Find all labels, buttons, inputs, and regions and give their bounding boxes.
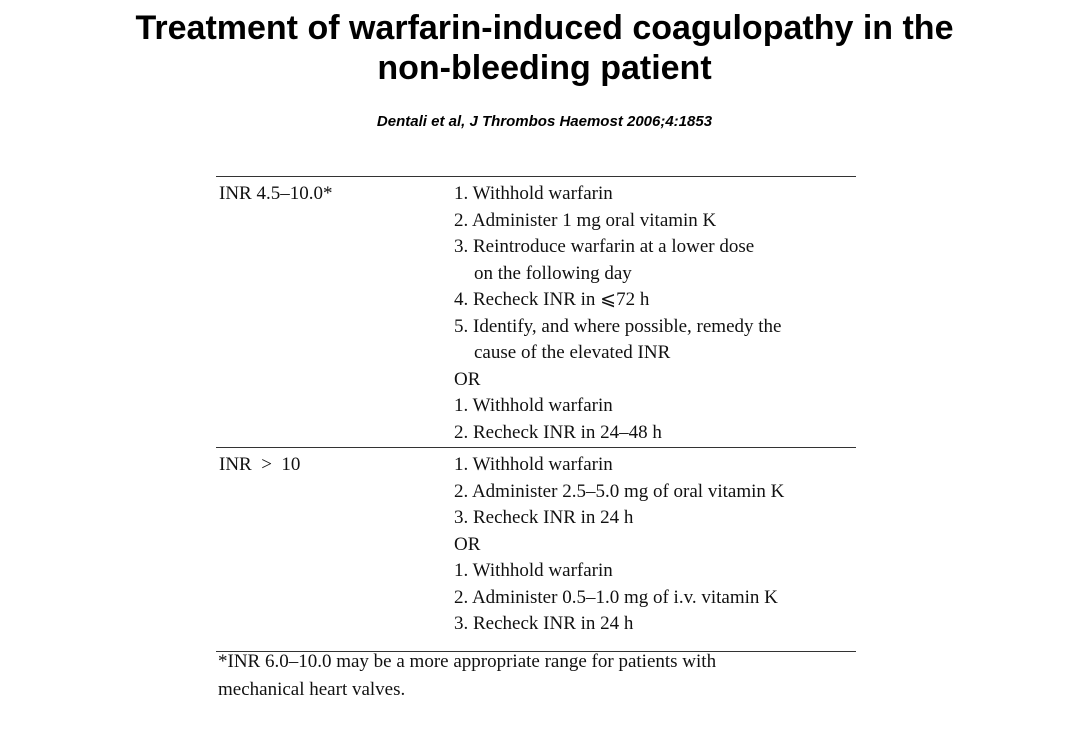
treatment-step: 1. Withhold warfarin (454, 454, 613, 475)
footnote-line-2: mechanical heart valves. (218, 679, 406, 700)
treatment-step: 2. Administer 0.5–1.0 mg of i.v. vitamin K (454, 586, 778, 608)
treatment-step: on the following day (474, 262, 632, 284)
treatment-step: 1. Withhold warfarin (454, 395, 613, 416)
treatment-step: 1. Withhold warfarin (454, 183, 613, 204)
footnote-line-1: *INR 6.0–10.0 may be a more appropriate range for patients with (218, 651, 717, 672)
treatment-steps-cell (454, 448, 856, 639)
treatment-step: OR (454, 533, 481, 555)
treatment-step: cause of the elevated INR (474, 342, 671, 363)
table-row (216, 448, 856, 639)
treatment-steps-cell (454, 177, 856, 447)
treatment-step: 4. Recheck INR in ⩽72 h (454, 289, 650, 310)
treatment-table (216, 176, 856, 652)
table-footnote (218, 648, 858, 704)
treatment-step: 3. Recheck INR in 24 h (454, 613, 634, 634)
table-body (216, 177, 856, 639)
treatment-step: OR (454, 368, 481, 390)
title-line-2: non-bleeding patient (377, 49, 712, 87)
treatment-step: 2. Recheck INR in 24–48 h (454, 421, 662, 443)
treatment-step: 3. Recheck INR in 24 h (454, 507, 634, 528)
treatment-step: 3. Reintroduce warfarin at a lower dose (454, 236, 755, 257)
inr-range-cell: INR > 10 (219, 454, 301, 475)
citation: Dentali et al, J Thrombos Haemost 2006;4:1853 (376, 113, 713, 130)
slide-title (0, 8, 1089, 88)
title-line-1: Treatment of warfarin-induced coagulopathy in the (135, 9, 954, 47)
treatment-step: 1. Withhold warfarin (454, 560, 613, 581)
inr-range-cell: INR 4.5–10.0* (219, 183, 333, 204)
table-row (216, 177, 856, 447)
treatment-step: 2. Administer 2.5–5.0 mg of oral vitamin K (454, 480, 785, 502)
treatment-step: 2. Administer 1 mg oral vitamin K (454, 209, 717, 231)
treatment-step: 5. Identify, and where possible, remedy the (454, 315, 782, 337)
